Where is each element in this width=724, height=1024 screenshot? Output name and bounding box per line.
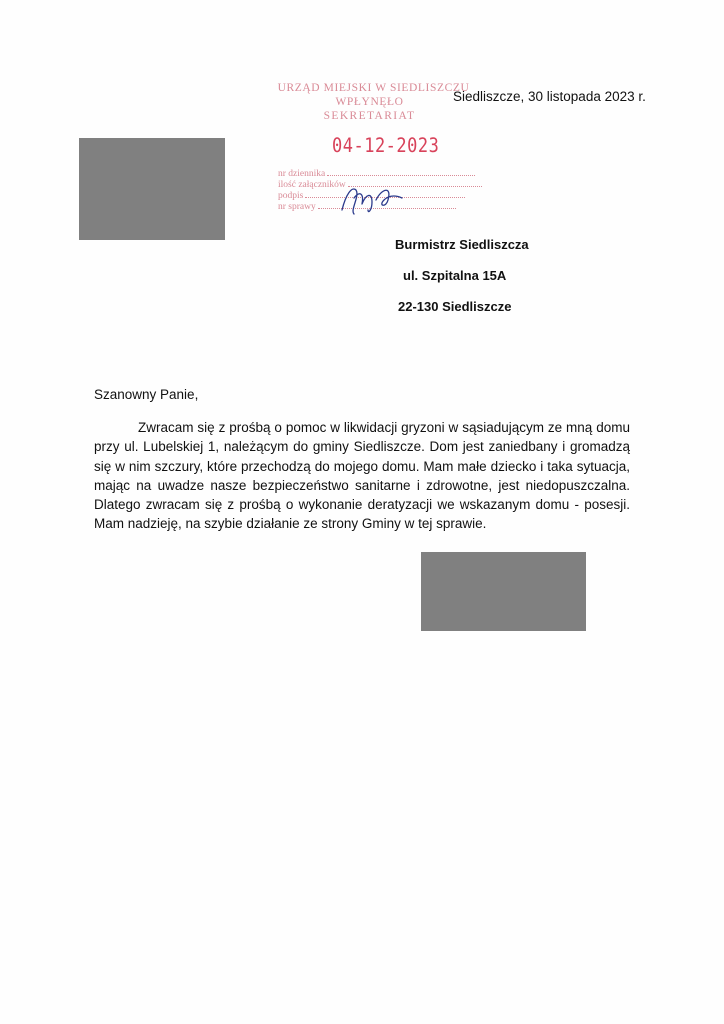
stamp-field-signature: podpis [278, 189, 465, 201]
recipient-street: ul. Szpitalna 15A [403, 268, 507, 283]
stamp-received-label: WPŁYNĘŁO [335, 96, 404, 108]
salutation: Szanowny Panie, [94, 387, 199, 402]
letter-place-date: Siedliszcze, 30 listopada 2023 r. [453, 89, 646, 104]
stamp-office-name: URZĄD MIEJSKI W SIEDLISZCZU [277, 82, 470, 94]
stamp-field-case: nr sprawy [278, 200, 456, 212]
stamp-date: 04-12-2023 [332, 134, 440, 158]
recipient-name: Burmistrz Siedliszcza [395, 237, 529, 252]
stamp-field-journal: nr dziennika [278, 167, 475, 179]
redacted-sender-block [79, 138, 225, 240]
handwritten-initials [332, 180, 412, 220]
stamp-field-attachments: ilość załączników [278, 178, 482, 190]
redacted-signature-block [421, 552, 586, 631]
recipient-city: 22-130 Siedliszcze [398, 299, 512, 314]
letter-body: Zwracam się z prośbą o pomoc w likwidacji gryzoni w sąsiadującym ze mną domu przy ul. Lubelskiej 1, należącym do gminy Siedliszcze. Dom jest zaniedbany i gromadzą się w nim szczury, które przechodzą do mojego domu. Mam małe dziecko i taka sytuacja, mając na uwadze nasze bezpieczeństwo sanitarne i zdrowotne, jest niedopuszczalna. Dlatego zwracam się z prośbą o wykonanie deratyzacji we wskazanym domu - posesji. Mam nadzieję, na szybie działanie ze strony Gminy w tej sprawie. [94, 420, 630, 532]
stamp-department: SEKRETARIAT [323, 110, 416, 122]
